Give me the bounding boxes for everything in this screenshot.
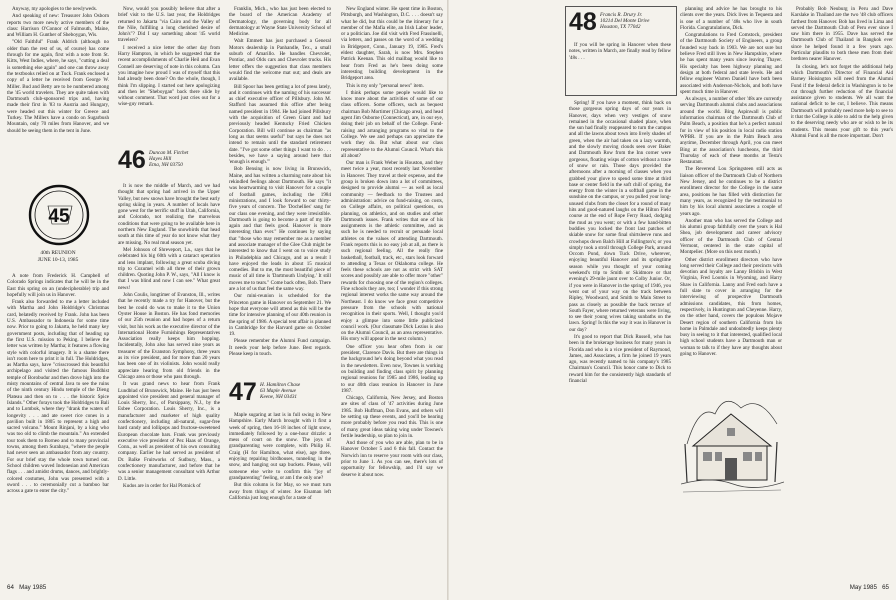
- paragraph: Probably Bob Neuburg in Peru and Dave Karslake in Thailand are the two '48 club officers farthest from Hanover. Bob has lived in Lima and served the Dartmouth Club of Peru ever since I saw him there in 1955. Dave has served the Dartmouth Club of Thailand in Bangkok ever since he helped found it a few years ago. Particular plaudits to both these men from their brethren nearer Hanover.: [791, 6, 893, 63]
- paragraph: Anyway, my apologies to the newlyweds.: [12, 6, 97, 12]
- column-2-top: [118, 6, 220, 141]
- paragraph: Mel Johnson of Shreveport, La., says that he celebrated his big 60th with a cataract operation and lens implant, following a great scuba diving trip to Cozumel with all three of their grown children. Quoting John P. W., says, "All I know is that I was blind and now I can see." What great news!: [118, 246, 220, 291]
- right-issue-date: May 1985: [849, 584, 877, 591]
- paragraph: Maple sugaring at last is in full swing in New Hampshire. Early March brought with it first a week of spring, then 16-18 inches of light snow, immediately followed by a one-hour drizzle: a mess of court on the snow. The joys of grandparenting were complete, with Philip H. Craig (H for Hamilton, what else), age three, enjoying repairing birdhouses, tunneling in the snow, and hanging out sap buckets. Please, will someone else write to confirm this "joy of grandparenting" feeling, or am I the only one?: [229, 412, 331, 481]
- paragraph: I received a nice letter the other day from Harry Hampton, in which he suggested that the recent accomplishments of Charlie Heil and Evan Connell are deserving of note in this column. Can you imagine how proud I was of myself that this had already been done? On the whole, though, I think I'm slipping. I started out here apologizing and then let "Sheboygan" back there slide by without comment. That word just cries out for a wise-guy remark.: [118, 44, 220, 108]
- column-3-bottom: [229, 412, 331, 580]
- class-47-secretary-street: 63 Maple Avenue: [260, 388, 296, 395]
- class-48-intro: [569, 42, 671, 92]
- paragraph: It's good to report that Dick Russell, who has been in the brokerage business for many years in Florida and who is a vice president of Raymond, James, and Associates, a firm he joined 19 years ago, was recently named to his company's 1985 Chairman's Council. This honor came to Dick to reward him for the consistently high standards of financial: [569, 333, 671, 385]
- paragraph: But this column is for May, so we must turn away from things of winter. Joe Eisaman left California just long enough for a taste of: [229, 482, 331, 501]
- house-sketch-illustration: [681, 384, 784, 496]
- reunion-emblem-label: 45: [48, 206, 70, 227]
- column-7: [680, 6, 782, 384]
- column-4: [341, 6, 443, 586]
- class-46-number: 46: [118, 146, 146, 174]
- class-46-secretary: [149, 150, 188, 169]
- paragraph: "Old Faithful" Frank Aldrich (although no older than the rest of us, of course) has come through for me again, first with a note from St. Kitts, West Indies, where, he says, "cutting a deal is something else again" and one can throw away the textbooks relied on at Tuck. Frank enclosed a copy of a letter he received from George W. Miller. Bud and Betty are to be numbered among the '45 world travelers. They are quite taken with Dartmouth club-sponsored trips and, having made their first in '83 to Austria and Hungary, were headed out this winter for Greece and Turkey. The Millers have a condo on Sugarbush Mountain, only 70 miles from Hanover, and we should be seeing them in the tent in June.: [7, 39, 109, 134]
- column-8: [791, 6, 893, 586]
- paragraph: One officer you hear often from is our president, Clarence Davis. But there are things in the background he's doing beyond what you read in the newsletters. Even now, Townes is working on building and finding class spirit by planning regional reunions for 1985 and 1986, leading up to our 40th class reunion in Hanover in June 1987.: [341, 343, 443, 394]
- footer-right: [800, 584, 889, 591]
- class-48-secretary-street: 10214 Del Monte Drive: [600, 18, 650, 25]
- paragraph: It was grand news to hear from Frank Lundblad of Brunswick, Maine. He has just been appointed vice president and general manager of Louis Sherry, Inc., of Parsippany, N.J., by the Esbee Corporation. Louis Sherry, Inc., is a manufacturer and marketer of high quality confectionery, including all-natural, sugar-free hard candy and lollipops and fructose-sweetened European chocolate bars. Frank was previously executive vice president of Pez Haas of Orange, Conn., as well as president of his own consulting company. Earlier he had served as president of Dr. Balke Fruitworks of Sudbury, Mass., a confectionery manufacturer, and before that he was a senior management consultant with Arthur D. Little.: [118, 381, 220, 482]
- class-46-secretary-city: Etna, NH 03750: [149, 162, 183, 169]
- paragraph: In closing, let's not forget the additional help which Dartmouth's Director of Financial Aid Barney Hoisington will need from the Alumni Fund if the federal deficit in Washington is to be cut through further reduction of the financial assistance given to students. We all want the national deficit to be cut, I believe. This means Dartmouth will probably need more help to see to it that the College is able to add to the help given to the deserving needy who are or wish to be its students. This means your gift to this year's Alumni Fund is all the more important. Don't: [791, 63, 893, 139]
- class-48-number: 48: [569, 8, 597, 36]
- paragraph: Bill Spoor has been getting a lot of press lately, and it continues with the naming of his successor as chief executive officer of Pillsbury. John M. Stafford has assumed this office after being named president in 1984. He had joined Pillsbury with the acquisition of Green Giant and had previously headed Kentucky Fried Chicken Corporation. Bill will continue as chairman "as long as that seems useful" but says he does not intend to remain until the standard retirement date. "I've got some other things I want to do . . . besides, we have a saying around here that 'enough is enough.'": [229, 83, 331, 166]
- paragraph: And those of you who are able, plan to be in Hanover October 5 and 6 this fall. Contact the Norwich inn to reserve your room with our class, prior to June 1. As you can see, there's lots of opportunity for fellowship, and I'd say we deserve it about now.: [341, 440, 443, 478]
- paragraph: Another man who has served the College and his alumni group faithfully over the years is Hal Shea, job development and career advisory officer of the Dartmouth Club of Central Vermont, centered in the state capital of Montpelier. (More on this next month.): [680, 217, 782, 256]
- class-47-number: 47: [229, 378, 257, 406]
- class-48-secretary: [600, 12, 649, 31]
- column-1-bottom: [7, 273, 109, 578]
- paragraph: Bob Bensing is now living in Brunswick, Maine, and has written a charming note about his rekindled feelings about Dartmouth. He says "it was heartwarming to visit Hanover for a couple of football games, including the 1984 ministrations, and I look forward to our thirty-five years of concern. The 'Dochellies' sang for our class one evening, and they were irresistible. Dartmouth is going to become a part of my life again and that feels good. Hanover is more interesting than ever." He continues by saying that "those who may remember me as a member and associate manager of the Glee Club might be interested to know that I went on to voice study in Philadelphia and Chicago, and as a result I have enjoyed the leads in about 15 musical comedies. But to me, the most beautiful piece of music of all time is 'Dartmouth Undying.' It still moves me to tears." Come back often, Bob. There are a lot of us that feel the same way.: [229, 166, 331, 293]
- paragraph: Franklin, Mich., who has just been elected to the board of the American Academy of Dermatology, the governing body for all dermatology at Wayne State University School of Medicine.: [229, 6, 331, 38]
- class-47-secretary-city: Keene, NH 03431: [260, 394, 298, 401]
- class-47-secretary: [260, 382, 300, 401]
- class-46-heading: [118, 146, 222, 174]
- paragraph: And speaking of new: Treasurer John Osborn reports two more newly active members of the class: Harrison O'Connor of Falmouth, Maine, and William H. Gunther of Sheboygan, Wis.: [7, 13, 109, 39]
- class-46-secretary-name: Duncan M. Fitchet: [149, 150, 189, 156]
- paragraph: Other district enrollment directors who have long served their College and their precincts with devotion and loyalty are Lanny Brisbin in West Virginia, Fred Loomis in Wyoming, and Harry Shaw in California. Lanny and Fred each have a full slate to cover in arranging for the interviewing of prospective Dartmouth admissions candidates, this from homes, respectively, in Huntington and Cheyenne. Harry, on the other hand, covers the populous Mojave Desert region of southern California from his home in Palmdale and undoubtedly keeps plenty busy in seeing to it that interested, qualified local high school students have a Dartmouth man or woman to talk to if they have any thoughts about going to Hanover.: [680, 256, 782, 358]
- class-46-secretary-street: Hayes Hill: [149, 156, 172, 163]
- paragraph: It is now the middle of March, and we had thought that spring had arrived in the Upper Valley, but new snows have brought the best early spring skiing in years. A number of locals have gone west for the terrific stuff in Utah, California, and Colorado, not realizing the marvelous conditions that were going to be available here in northern New England. The snowbirds that head south at this time of year do not know what they are missing. No real mud season yet.: [118, 183, 220, 246]
- class-48-heading: [569, 8, 673, 36]
- reunion-dates: JUNE 10-13, 1985: [37, 256, 79, 263]
- paragraph: Spring! If you have a moment, think back on those gorgeous spring days of our years in Hanover, days when very vestiges of snow remained in the occasional shaded place, when the sun had finally reappeared to turn the campus and all the lawns about town into lively shades of green, when the air had taken on a lazy warmth, and the slowly moving clouds seen over Baker and Dartmouth Row from the Inn corner were gorgeous, floating wisps of cotton without a trace of snow or rain. Those days provided the afternoons after a morning of classes when you grabbed your glove to spend some time at third base or center field in the soft chill of spring, the energy from the winter in a softball game in the sunshine on the campus, or you pulled your long-unused clubs from the closet for a round of many hits and good-natured laughs on the Hilton Field course at the end of Rope Ferry Road, dodging the mud as you went; or with a few hand-bitten buddies you locked the front last patches of skiable snow for some final shirtsleeve runs and crowhops down Balch Hill at Fullington's; or you simply took a stroll through College Park, around Occom Pond, down Tuck Drive, wherever, enjoying beautiful Hanover and its springtime season while you thought of your coming weekend's trip to Smith or Skidmore or that evening's 29-mile jaunt over to Colby Junior. Or, if you were in Hanover in the spring of 1946, you went out of your way on the track between Ripley, Woodward, and Smith to Main Street to pass as closely as possible the back terrace of South Fayer, where returned veterans were living, to see their young wives taking sunbaths on the lawn. Spring! Is this the way it was in Hanover in our day?: [569, 100, 671, 333]
- paragraph: John Coulis, longtimer of Evanston, Ill., writes that he recently made a try for Hanover, but the best he could do was to make it to the Union Oyster House in Boston. He has fond memories of our 25th reunion and had hopes of a return visit, but his work as the executive director of the International Home Furnishings Representatives Association really keeps him hopping. Incidentally, John also has served nine years as treasurer of the Evanston Symphony, three years as its vice president, and for more than 20 years has been one of its violinists. John would really appreciate hearing from old friends in the Chicago area or those who pass through.: [118, 292, 220, 380]
- class-48-secretary-city: Houston, TX 77042: [600, 24, 641, 31]
- paragraph: A note from Frederick H. Campbell of Colorado Springs indicates that he will be in the East this spring on an (undecipherable) trip and hopefully will join us in Hanover.: [7, 273, 109, 298]
- paragraph: New England winter. He spent time in Boston, Pittsburgh, and Washington, D.C. . . . doesn't say what he did, but this could be the itinerary for a member of the Mafia elite, an Irish Labor leader, or a politician. Joe did visit with Fred Frassinelli, via letters, and passes on the word of a wedding in Bridgeport, Conn., January 19, 1985. Fred's eldest daughter, Sarah, is now Mrs. Stephen Patrick Keenan. This old mailbag would like to hear from Fred as he's been doing some interesting building development in the Bridgeport area.: [341, 6, 443, 82]
- footer-left: [7, 584, 46, 591]
- column-2-bottom: [118, 183, 220, 579]
- reunion-emblem: [28, 184, 90, 246]
- reunion-title: 40th REUNION: [40, 250, 76, 256]
- class-48-intro-text: If you will be spring in Hanover when these notes, written in March, are finally read by fellow '48s . . .: [569, 42, 671, 61]
- page-gutter: [447, 0, 449, 600]
- paragraph: Our man is Frank Weber in Houston, and they meet twice a year, most recently last November in Hanover. They travel at their expense, and the group is broken down into a lot of committees, designed to provide alumni — as well as local community — feedback to the Trustees and administration: advice on fund-raising, on costs, on College affairs, on political questions, on planning, on athletics, and on studies and other Dartmouth issues. Frank writes that one of his assignments is the athletic committee, and as such he is needed to recruit or persuade local athletes on the values of attending Dartmouth. Frank reports this is no easy job at all, as there is such regional feeling. All the really fine basketball, football, track, etc., stars look forward to attending a Texas or Oklahoma college. He feels these schools are not as strict with SAT scores and possibly are able to offer more "other" rewards for choosing one of the region's colleges. Fine schools they are, too; I wonder if this strong regional interest works the same way around the Northeast. I do know we face great competitive pressure from the schools with national recognition in their sports. Well, I thought you'd enjoy a glimpse into some little publicized council work. (Our classmate Dick Lezius is also on the Alumni Council, as an area representative. His story will appear in the next column.): [341, 160, 443, 343]
- paragraph: planning and advice he has brought to his clients over the years. Dick lives in Tequesta and is one of a number of '48s who live in south Florida. Congratulations, Dick.: [680, 6, 782, 31]
- paragraph: Kudos are in order for Hal Plotnick of: [123, 482, 201, 489]
- paragraph: Our mini-reunion is scheduled for the Princeton game in Hanover on September 21. We hope that everyone will attend as this will be the time for intensive planning of our 40th reunion in the spring of 1986. A special tent affair is planned in Cambridge for the Harvard game on October 19.: [229, 293, 331, 338]
- paragraph: Please remember the Alumni Fund campaign. It needs your help before June. Best regards. Please keep in touch.: [229, 338, 331, 358]
- paragraph: Congratulations to Fred Comstock, president of the Dartmouth Society of Engineers, a group founded way back in 1903. We are not sure but believe Fred still lives in New Hampshire, where he has spent many years since leaving Thayer. His specialty has been highway planning and design at both federal and state levels. He and fellow engineer Warren Daniell have both been associated with Anderson-Nichols, and both have spent much time in Hanover.: [680, 32, 782, 95]
- column-3-top: [229, 6, 331, 374]
- class-47-heading: [229, 378, 333, 406]
- right-page-number: 65: [882, 584, 889, 591]
- paragraph: As always, a number of other '48s are currently serving Dartmouth alumni clubs and associations around the world. Bing Aspinwall is public information chairman of the Dartmouth Club of Palm Beach, a position that he's a perfect natural for in view of his position in local radio station WPBR. If you are in the Palm Beach area anytime, December through April, you can meet Bing at the association's luncheons, the third Thursday of each of these months at Testa's Restaurant.: [680, 96, 782, 166]
- paragraph: This is my only "personal news" item.: [346, 82, 424, 89]
- paragraph: I think perhaps some people would like to know more about the activities of some of our class officers. Some officers, such as bequest chairman Bob Mortimer (Chicago area), and head agent Jim Osborne (Connecticut), are, in our eye, doing their job on behalf of the College. Fund-raising and arranging programs so vital to the College. We see and perhaps can appreciate the work they do. But what about our class representative to the Alumni Council. What's this all about?: [341, 89, 443, 159]
- left-issue-date: May 1985: [19, 584, 47, 591]
- reunion-caption: [7, 250, 109, 263]
- paragraph: Chicago, California, New Jersey, and Boston are sites of class of '47 activities during June 1985. Bob Huffman, Don Evans, and others will be setting up these events, and you'll be hearing more probably before you read this. This is one of many great ideas taking wing under Townes's fertile leadership, so plan to join in.: [341, 395, 443, 439]
- column-1-top: [7, 6, 109, 181]
- paragraph: Now, would you possibly believe that after a brief visit to the U.S. last year, the Holdridges returned to Jakarta "via Cairo and the Valley of the Nile, fulfilling a long cherished desire of John's"? Did I say something about '45 world travelers?: [118, 6, 220, 44]
- paragraph: Frank also forwarded to me a letter included with Martha and John Holdridge's Christmas card, belatedly received by Frank. John has been U.S. Ambassador to Indonesia for some time now. Prior to going to Jakarta, he held many key government posts, including that of heading up the first U.S. mission to Peking. I believe the letter was written by Martha; it features a flowing style with colorful imagery. It is a shame there isn't room here to print it in full. The Holdridges, as Martha says, have "crisscrossed this beautiful archipelago and visited the famous Buddhist temple of Borobudur and then drove high into the misty mountains of central Java to see the ruins of the ninth century Hindu temple of the Dieng Plateau and then on to . . . the historic Spice Islands." Other forays took the Holdridges to Bali and to Lombok, where they "drank the waters of longevity . . . and ate sweet rice cones in a pavilion built in 1805 to represent a high and sacred volcano." Mount Rinjani, by a king who was too old to climb the mountain." An extended tour took them to Borneo and to many provincial towns, among them Surabaya, "where the people had never seen an ambassador from any country. For our brief stay the whole town turned out. School children waved Indonesian and American flags . . . and amidst drums, dances, and brightly-colored costumes, John was presented with a sword . . . to ceremonially cut a bamboo bar across a gate to enter the city.": [7, 299, 109, 495]
- class-48-secretary-name: Francis R. Drury Jr.: [600, 12, 643, 18]
- left-page-number: 64: [7, 584, 14, 591]
- paragraph: Walt Emmett has just purchased a General Motors dealership in Panhandle, Tex., a small suburb of Amarillo. He handles Chevrolet, Pontiac, and Olds cars and Chevrolet trucks. His letter offers the suggestion that class members would find the welcome mat out; and deals are available.: [229, 38, 331, 83]
- class-47-secretary-name: H. Hamilton Chase: [260, 382, 301, 388]
- paragraph: The Reverend Lou Springsteen still acts as liaison officer of the Dartmouth Club of Northern New Jersey, and he continues to be a district enrollment director for the College in the same area, positions he has filled with distinction for many years, as recognized by the testimonial to him by his local alumni associates a couple of years ago.: [680, 166, 782, 217]
- column-6: [569, 100, 671, 580]
